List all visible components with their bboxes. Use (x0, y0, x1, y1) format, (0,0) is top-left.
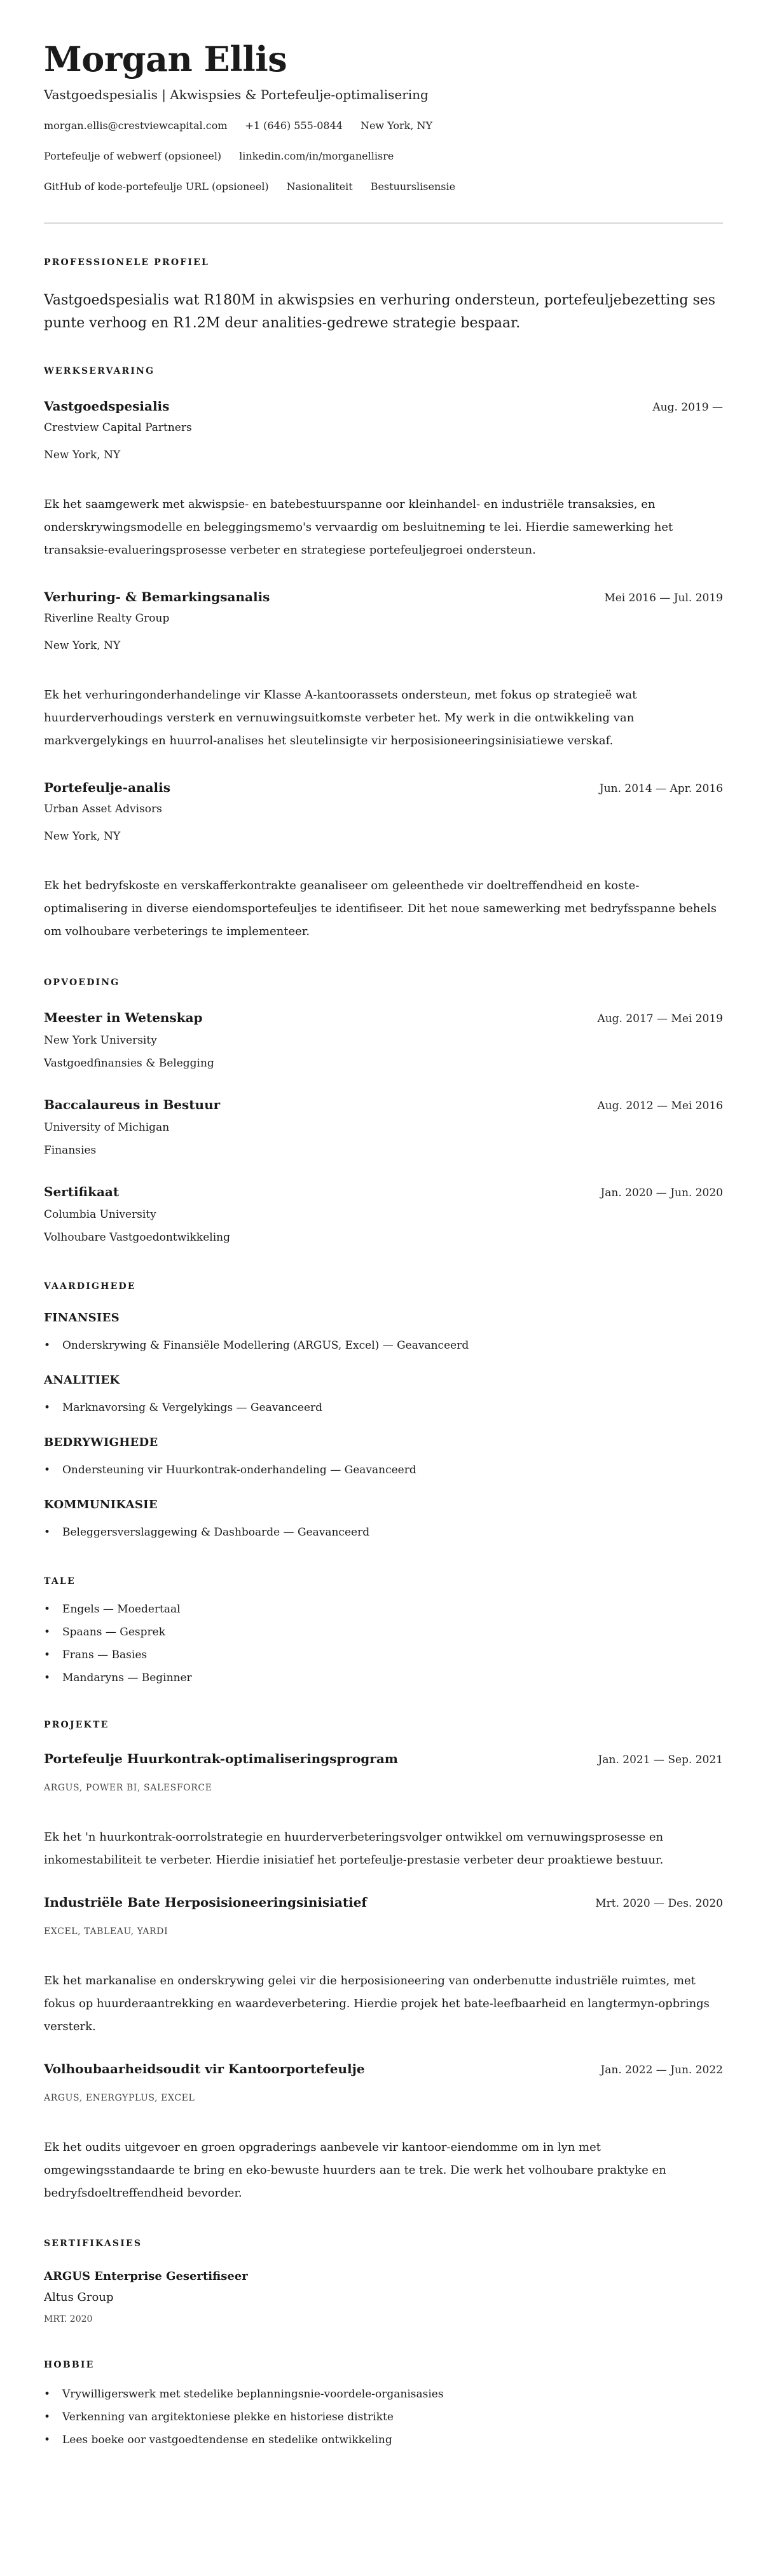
skill-category: KOMMUNIKASIE (44, 1498, 158, 1511)
profile-section (44, 256, 723, 335)
entry-header (44, 1007, 723, 1029)
company-name: Riverline Realty Group (44, 612, 170, 625)
skill-category: ANALITIEK (44, 1373, 120, 1387)
entry-header (44, 587, 723, 608)
language-item: • Engels — Moedertaal (44, 1598, 723, 1621)
skill-item: • Marknavorsing & Vergelykings — Geavanceerd (44, 1396, 723, 1419)
skill-category: BEDRYWIGHEDE (44, 1436, 158, 1449)
section-heading: VAARDIGHEDE (44, 1281, 136, 1291)
drivers-license: Bestuurslisensie (370, 181, 456, 193)
hobby-item: • Verkenning van argitektoniese plekke en historiese distrikte (44, 2406, 723, 2429)
school-name: Columbia University (44, 1208, 156, 1221)
company-name: Crestview Capital Partners (44, 421, 192, 434)
skills-section (44, 1280, 723, 1544)
candidate-headline: Vastgoedspesialis | Akwispsies & Portefeulje-optimalisering (44, 87, 429, 102)
hobbies-section (44, 2359, 723, 2451)
contact-row (44, 118, 723, 133)
job-entry (44, 587, 723, 753)
entry-header (44, 1094, 723, 1116)
job-description: Ek het verhuringonderhandelinge vir Klasse A-kantoorassets ondersteun, met fokus op strategieë wat huurderverhoudings versterk en vernuwingsuitkomste verbeter het. My werk in die ontwikkeling van markvergelykings en huurrol-analises het sleutelinsigte vir herposisioneeringsinisiatiewe verskaf. (44, 688, 637, 747)
project-title: Volhoubaarheidsoudit vir Kantoorportefeulje (44, 2061, 365, 2076)
email-link[interactable]: morgan.ellis@crestviewcapital.com (44, 119, 228, 132)
section-heading: PROFESSIONELE PROFIEL (44, 257, 210, 268)
entry-header (44, 2059, 723, 2080)
certification-date: MRT. 2020 (44, 2314, 93, 2324)
contact-row (44, 149, 723, 164)
job-title: Portefeulje-analis (44, 780, 170, 795)
contact-row (44, 179, 723, 194)
project-tech-stack: ARGUS, POWER BI, SALESFORCE (44, 1783, 212, 1793)
skill-item: • Beleggersverslaggewing & Dashboarde — Geavanceerd (44, 1521, 723, 1544)
skill-list (44, 1521, 723, 1544)
language-item: • Frans — Basies (44, 1644, 723, 1666)
education-dates: Aug. 2012 — Mei 2016 (597, 1100, 723, 1112)
project-description: Ek het oudits uitgevoer en groen opgraderings aanbevele vir kantoor-eiendomme om in lyn met omgewingsstandaarde te bring en eko-bewuste huurders aan te trek. Die werk het volhoubare praktyke en bedryfsdoeltreffendheid bevorder. (44, 2141, 666, 2200)
certification-title: ARGUS Enterprise Gesertifiseer (44, 2270, 248, 2283)
education-entry (44, 1182, 723, 1249)
job-location: New York, NY (44, 449, 121, 461)
skill-list (44, 1459, 723, 1482)
section-heading: OPVOEDING (44, 978, 120, 988)
project-tech-stack: ARGUS, ENERGYPLUS, EXCEL (44, 2093, 195, 2103)
project-entry (44, 1748, 723, 1872)
section-heading: HOBBIE (44, 2360, 95, 2370)
project-dates: Jan. 2022 — Jun. 2022 (600, 2064, 723, 2076)
nationality: Nasionaliteit (286, 181, 353, 193)
project-description: Ek het markanalise en onderskrywing gelei vir die herposisioneering van onderbenutte industriële ruimtes, met fokus op huurderaantrekking en waardeverbetering. Hierdie projek het bate-leefbaarheid en langtermyn-opbrings versterk. (44, 1974, 710, 2033)
project-tech-stack: EXCEL, TABLEAU, YARDI (44, 1926, 168, 1937)
education-section (44, 976, 723, 1249)
job-location: New York, NY (44, 639, 121, 652)
entry-header (44, 777, 723, 799)
skill-list (44, 1396, 723, 1419)
education-entry (44, 1094, 723, 1162)
degree-title: Meester in Wetenskap (44, 1010, 203, 1025)
phone-number[interactable]: +1 (646) 555-0844 (245, 119, 343, 132)
github-link[interactable]: GitHub of kode-portefeulje URL (opsioneel) (44, 181, 269, 193)
linkedin-link[interactable]: linkedin.com/in/morganellisre (239, 150, 394, 162)
project-title: Industriële Bate Herposisioneeringsinisiatief (44, 1895, 368, 1910)
job-description: Ek het saamgewerk met akwispsie- en batebestuurspanne oor kleinhandel- en industriële transaksies, en onderskrywingsmodelle en beleggingsmemo's vervaardig om besluitneming te lei. Hierdie samewerking het transaksie-evalueringsprosesse verbeter en strategiese portefeuljegroei ondersteun. (44, 498, 673, 557)
project-dates: Mrt. 2020 — Des. 2020 (595, 1897, 723, 1910)
field-of-study: Vastgoedfinansies & Belegging (44, 1057, 214, 1070)
job-location: New York, NY (44, 830, 121, 843)
certification-issuer: Altus Group (44, 2291, 114, 2304)
school-name: University of Michigan (44, 1121, 170, 1134)
skill-category: FINANSIES (44, 1311, 120, 1325)
skill-item: • Ondersteuning vir Huurkontrak-onderhandeling — Geavanceerd (44, 1459, 723, 1482)
school-name: New York University (44, 1034, 157, 1047)
project-entry (44, 2059, 723, 2205)
language-item: • Spaans — Gesprek (44, 1621, 723, 1644)
education-dates: Aug. 2017 — Mei 2019 (597, 1012, 723, 1025)
resume-header (44, 0, 723, 194)
location: New York, NY (360, 119, 433, 132)
section-heading: PROJEKTE (44, 1720, 109, 1730)
section-heading: WERKSERVARING (44, 366, 155, 376)
project-entry (44, 1892, 723, 2038)
header-divider (44, 222, 723, 224)
skill-item: • Onderskrywing & Finansiële Modellering (ARGUS, Excel) — Geavanceerd (44, 1334, 723, 1357)
job-dates: Jun. 2014 — Apr. 2016 (599, 782, 723, 795)
job-entry (44, 396, 723, 562)
experience-section (44, 365, 723, 943)
entry-header (44, 1182, 723, 1203)
hobby-item: • Vrywilligerswerk met stedelike beplanningsnie-voordele-organisasies (44, 2383, 723, 2406)
portfolio-link[interactable]: Portefeulje of webwerf (opsioneel) (44, 150, 222, 162)
project-description: Ek het 'n huurkontrak-oorrolstrategie en huurderverbeteringsvolger ontwikkel om vernuwingsprosesse en inkomestabiliteit te verbeter. Hierdie inisiatief het portefeulje-prestasie verbeter deur proaktiewe bestuur. (44, 1830, 664, 1867)
education-entry (44, 1007, 723, 1075)
company-name: Urban Asset Advisors (44, 803, 162, 815)
degree-title: Sertifikaat (44, 1184, 120, 1199)
job-entry (44, 777, 723, 943)
field-of-study: Finansies (44, 1144, 97, 1157)
degree-title: Baccalaureus in Bestuur (44, 1097, 221, 1112)
certifications-section (44, 2237, 723, 2329)
job-title: Vastgoedspesialis (44, 399, 170, 414)
field-of-study: Volhoubare Vastgoedontwikkeling (44, 1231, 230, 1244)
skill-list (44, 1334, 723, 1357)
job-dates: Mei 2016 — Jul. 2019 (604, 592, 723, 604)
job-dates: Aug. 2019 — (652, 401, 723, 414)
section-heading: SERTIFIKASIES (44, 2239, 142, 2249)
project-title: Portefeulje Huurkontrak-optimaliseringsprogram (44, 1751, 398, 1766)
profile-summary: Vastgoedspesialis wat R180M in akwispsies en verhuring ondersteun, portefeuljebezetting ses punte verhoog en R1.2M deur analities-gedrewe strategie bespaar. (44, 292, 716, 331)
languages-section (44, 1575, 723, 1689)
certification-entry (44, 2267, 723, 2329)
job-title: Verhuring- & Bemarkingsanalis (44, 589, 270, 604)
projects-section (44, 1719, 723, 2205)
language-item: • Mandaryns — Beginner (44, 1666, 723, 1689)
section-heading: TALE (44, 1576, 76, 1586)
entry-header (44, 1892, 723, 1914)
candidate-name: Morgan Ellis (44, 39, 287, 79)
hobby-item: • Lees boeke oor vastgoedtendense en stedelike ontwikkeling (44, 2429, 723, 2451)
project-dates: Jan. 2021 — Sep. 2021 (598, 1754, 723, 1766)
job-description: Ek het bedryfskoste en verskafferkontrakte geanaliseer om geleenthede vir doeltreffendheid en koste-optimalisering in diverse eiendomsportefeuljes te identifiseer. Dit het noue samewerking met bedryfsspanne behels om volhoubare verbeterings te implementeer. (44, 879, 717, 938)
education-dates: Jan. 2020 — Jun. 2020 (600, 1187, 723, 1199)
entry-header (44, 1748, 723, 1770)
entry-header (44, 396, 723, 418)
